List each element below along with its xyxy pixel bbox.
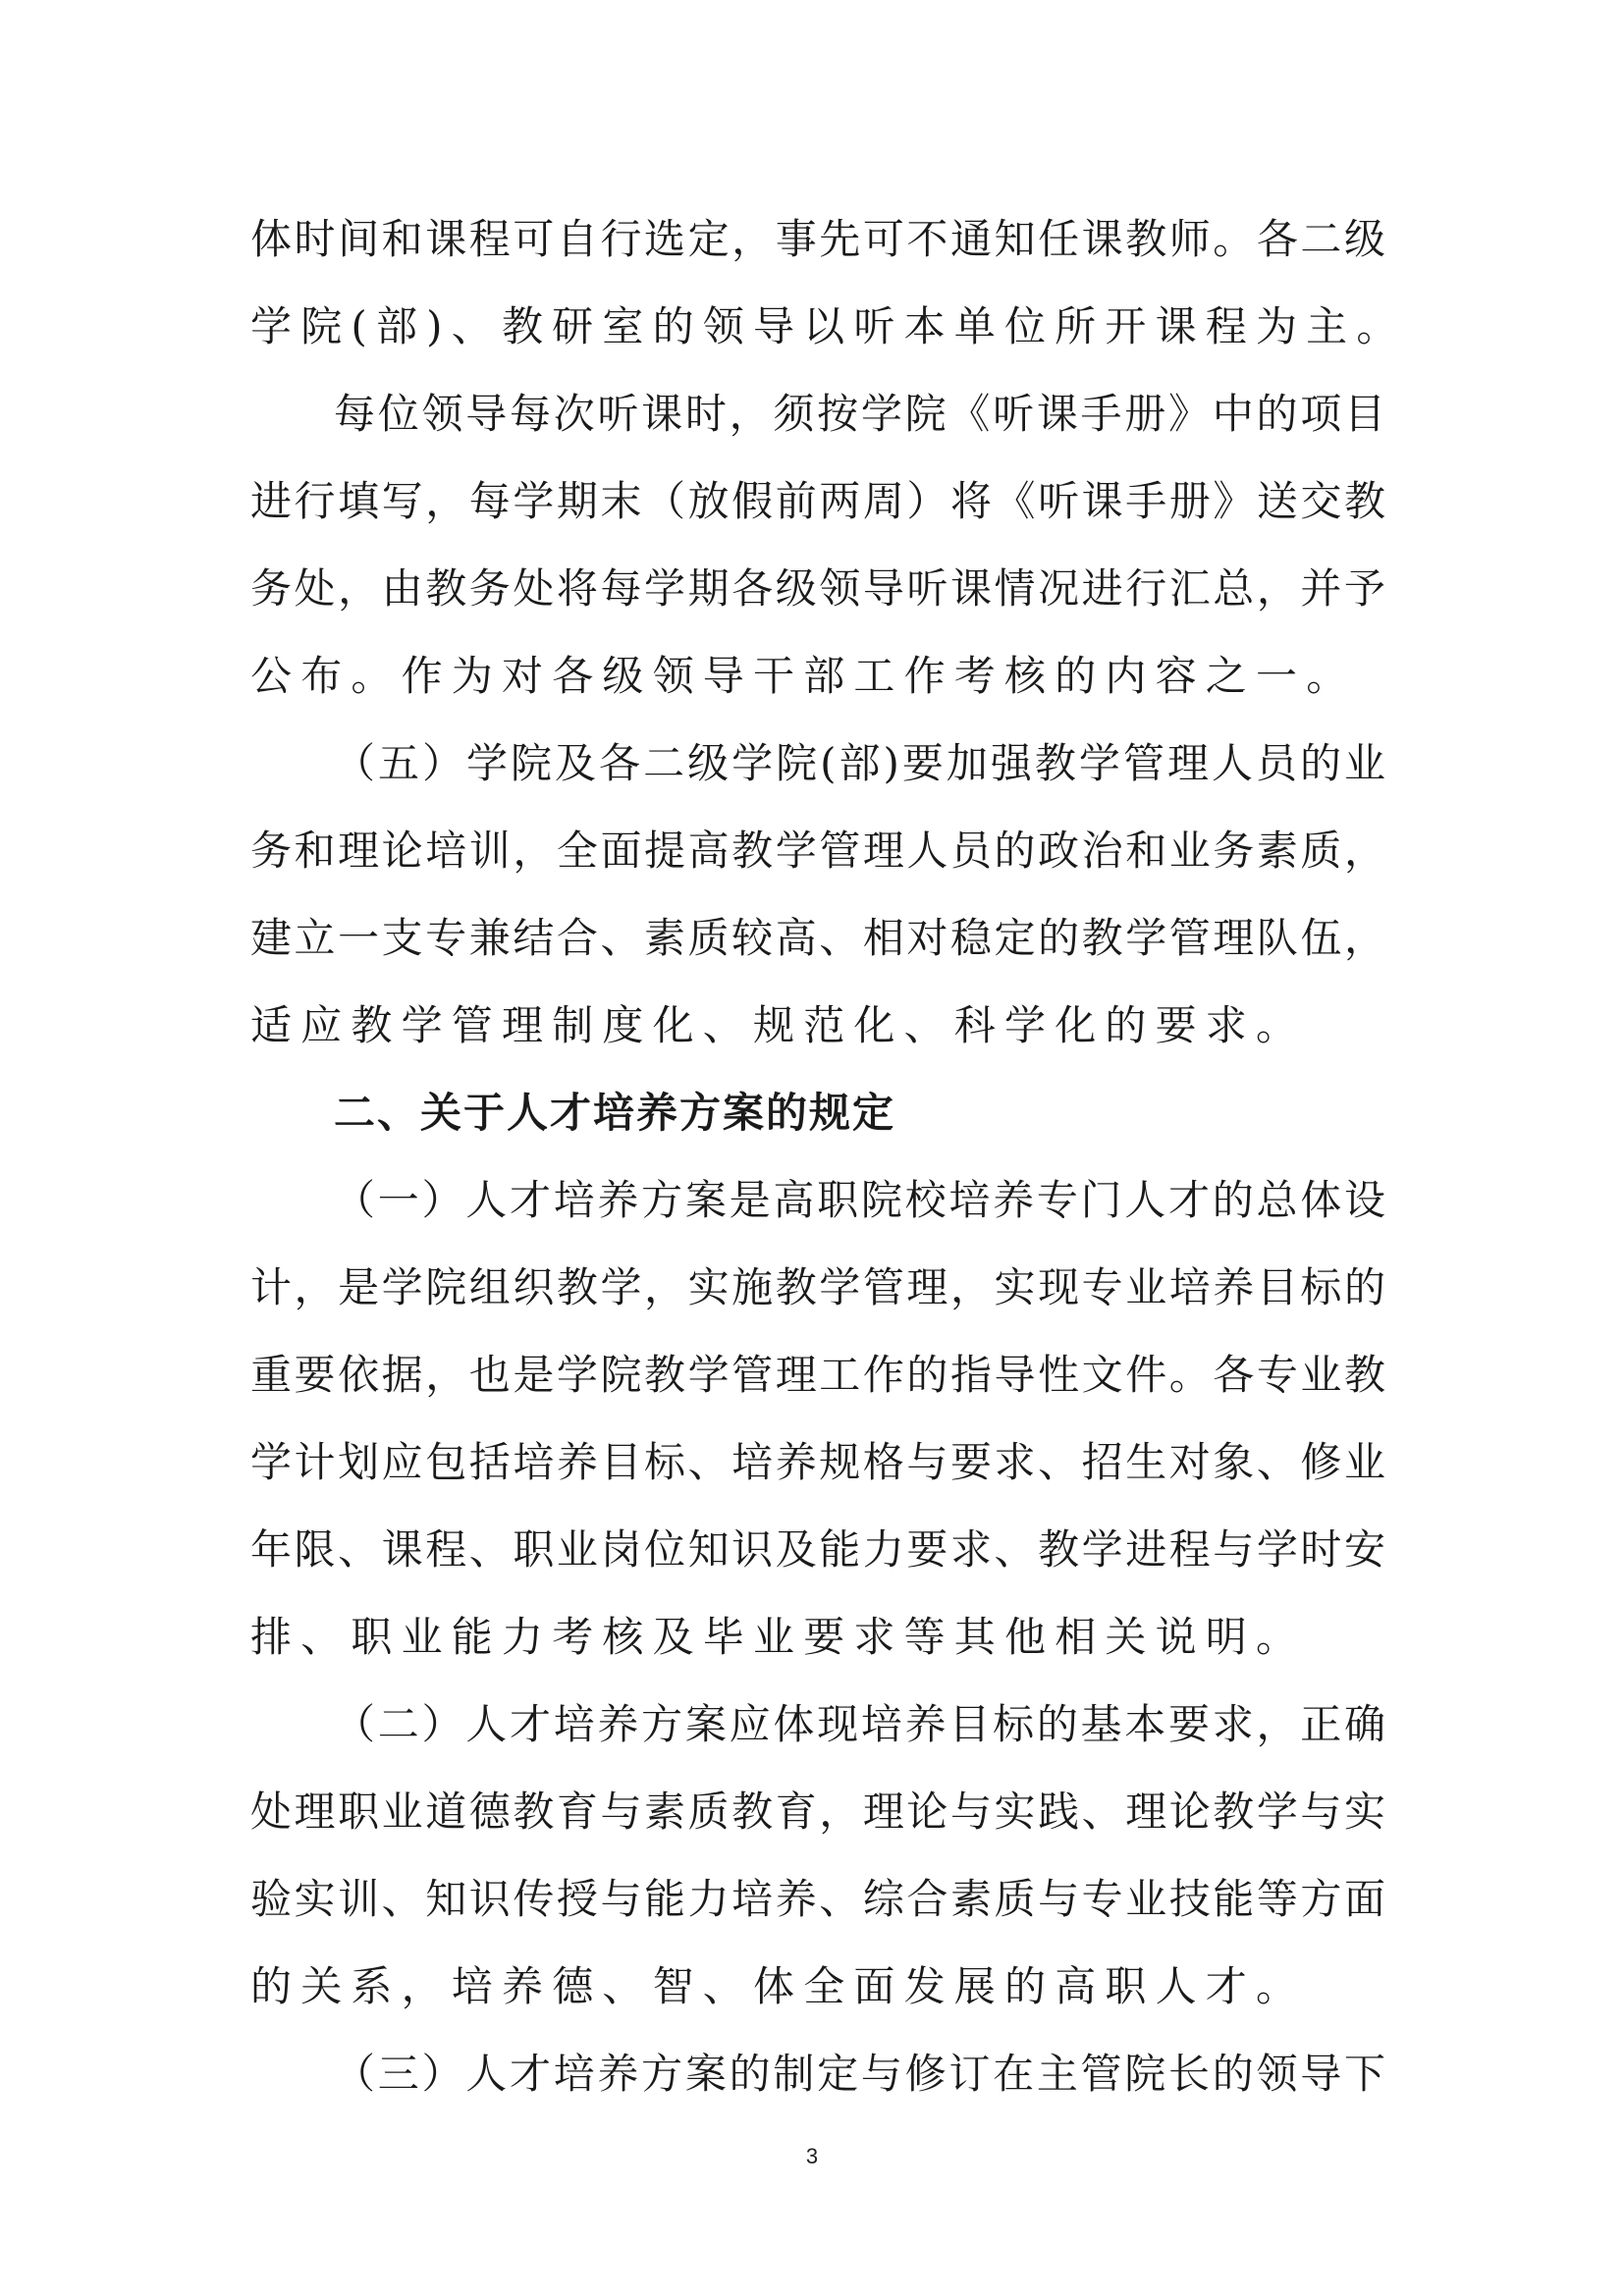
text-line: 公布。作为对各级领导干部工作考核的内容之一。: [250, 652, 1357, 700]
text-line: 验实训、知识传授与能力培养、综合素质与专业技能等方面: [250, 1875, 1385, 1923]
text-line: 计，是学院组织教学，实施教学管理，实现专业培养目标的: [250, 1263, 1385, 1311]
text-line: 年限、课程、职业岗位知识及能力要求、教学进程与学时安: [250, 1525, 1385, 1574]
page-number: 3: [805, 2144, 819, 2168]
text-line: 处理职业道德教育与素质教育，理论与实践、理论教学与实: [250, 1788, 1385, 1836]
text-line: 的关系，培养德、智、体全面发展的高职人才。: [250, 1962, 1307, 2010]
section-heading: 二、关于人才培养方案的规定: [334, 1089, 896, 1137]
text-line: （二）人才培养方案应体现培养目标的基本要求，正确: [334, 1700, 1385, 1748]
text-line: 适应教学管理制度化、规范化、科学化的要求。: [250, 1001, 1307, 1049]
text-line: 重要依据，也是学院教学管理工作的指导性文件。各专业教: [250, 1351, 1385, 1399]
text-line: 体时间和课程可自行选定，事先可不通知任课教师。各二级: [250, 215, 1385, 263]
text-line: 学院(部)、教研室的领导以听本单位所开课程为主。: [250, 302, 1407, 350]
text-line: 进行填写，每学期末（放假前两周）将《听课手册》送交教: [250, 477, 1385, 525]
text-line: （五）学院及各二级学院(部)要加强教学管理人员的业: [334, 739, 1385, 787]
text-line: （三）人才培养方案的制定与修订在主管院长的领导下: [334, 2050, 1385, 2098]
text-line: 务和理论培训，全面提高教学管理人员的政治和业务素质，: [250, 827, 1385, 875]
text-line: 建立一支专兼结合、素质较高、相对稳定的教学管理队伍，: [250, 914, 1385, 962]
text-line: 务处，由教务处将每学期各级领导听课情况进行汇总，并予: [250, 564, 1385, 613]
text-line: 学计划应包括培养目标、培养规格与要求、招生对象、修业: [250, 1438, 1385, 1486]
text-line: （一）人才培养方案是高职院校培养专门人才的总体设: [334, 1176, 1385, 1224]
text-line: 排、职业能力考核及毕业要求等其他相关说明。: [250, 1613, 1307, 1661]
text-line: 每位领导每次听课时，须按学院《听课手册》中的项目: [334, 390, 1385, 438]
